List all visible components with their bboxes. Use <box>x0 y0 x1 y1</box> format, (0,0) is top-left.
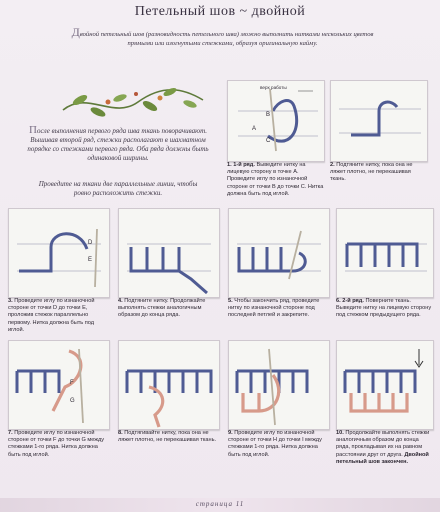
step-7-caption: 7. Проведите иглу по изнаночной стороне от точки F до точки G между стежками 1-го ряда. Нитка должна быть под иглой. <box>8 430 105 458</box>
step-8-image <box>118 340 220 430</box>
step-6-image <box>336 208 434 298</box>
step-6-caption: 6. 2-й ряд. Поверните ткань. Выведите нитку на лицевую сторону под стежком предыдущего ряда. <box>336 298 432 319</box>
step-10-caption: 10. Продолжайте выполнять стежки аналогичным образом до конца ряда, прокладывая их на равном расстоянии друг от друга. Двойной петельный шов закончен. <box>336 430 430 465</box>
intro-drop-cap: Д <box>71 25 80 39</box>
page-title: Петельный шов ~ двойной <box>134 4 306 19</box>
step-2-image <box>330 80 428 162</box>
step-3-caption: 3. Проведите иглу по изнаночной стороне от точки D до точки E, проложив стежок параллельно первому. Нитка должна быть под иглой. <box>8 298 95 333</box>
step-8-caption: 8. Подтягивайте нитку, пока она не ляжет плотно, не перекашивая ткань. <box>118 430 217 444</box>
point-a: A <box>252 126 257 132</box>
point-e: E <box>88 257 93 263</box>
step-1-image <box>227 80 325 162</box>
step-7-image <box>8 340 110 430</box>
step-5-caption: 5. Чтобы закончить ряд, проведите нитку по изнаночной стороне под последней петлей и закрепите. <box>228 298 320 319</box>
step-9-caption: 9. Проведите иглу по изнаночной стороне от точки H до точки I между стежками 1-го ряда. Нитка должна быть под иглой. <box>228 430 322 458</box>
para-drop-cap: П <box>29 124 37 136</box>
step-1-caption: 1. 1-й ряд. Выведите нитку на лицевую сторону в точке А. Проведите иглу по изнаночной стороне от точки В до точки С. Нитка должна быть под иглой. <box>227 162 324 197</box>
point-g: G <box>70 398 75 404</box>
top-of-work-label: верх работы <box>260 85 287 90</box>
instruction-paragraph-2: Проведите на ткани две параллельные линии, чтобы ровно расположить стежки. <box>38 180 198 197</box>
point-d: D <box>88 240 93 246</box>
intro-text <box>70 25 375 48</box>
step-4-caption: 4. Подтяните нитку. Продолжайте выполнять стежки аналогичным образом до конца ряда. <box>118 298 206 319</box>
point-b: B <box>266 112 271 118</box>
step-10-image <box>336 340 434 430</box>
para1-body: осле выполнения первого ряда шва ткань поворачивают. Вышивая второй ряд, стежки располагают в шахматном порядке со стежками первого ряда. Оба ряда должны быть одинаковой ширины. <box>27 127 209 162</box>
intro-body: войной петельный шов (разновидность петельного шва) можно выполнить нитками нескольких цветов прямыми или изогнутыми стежками, образуя оригинальную кайму. <box>79 31 374 47</box>
step-5-image <box>228 208 330 298</box>
step-2-caption: 2. Подтяните нитку, пока она не ляжет плотно, не перекашивая ткань. <box>330 162 413 183</box>
step-4-image <box>118 208 220 298</box>
point-c: C <box>266 138 271 144</box>
page-number: страница 11 <box>195 500 245 508</box>
step-3-image <box>8 208 110 298</box>
instruction-paragraph-1 <box>20 126 216 163</box>
step-9-image <box>228 340 330 430</box>
vine-ornament <box>58 80 208 125</box>
point-f: F <box>70 380 74 386</box>
